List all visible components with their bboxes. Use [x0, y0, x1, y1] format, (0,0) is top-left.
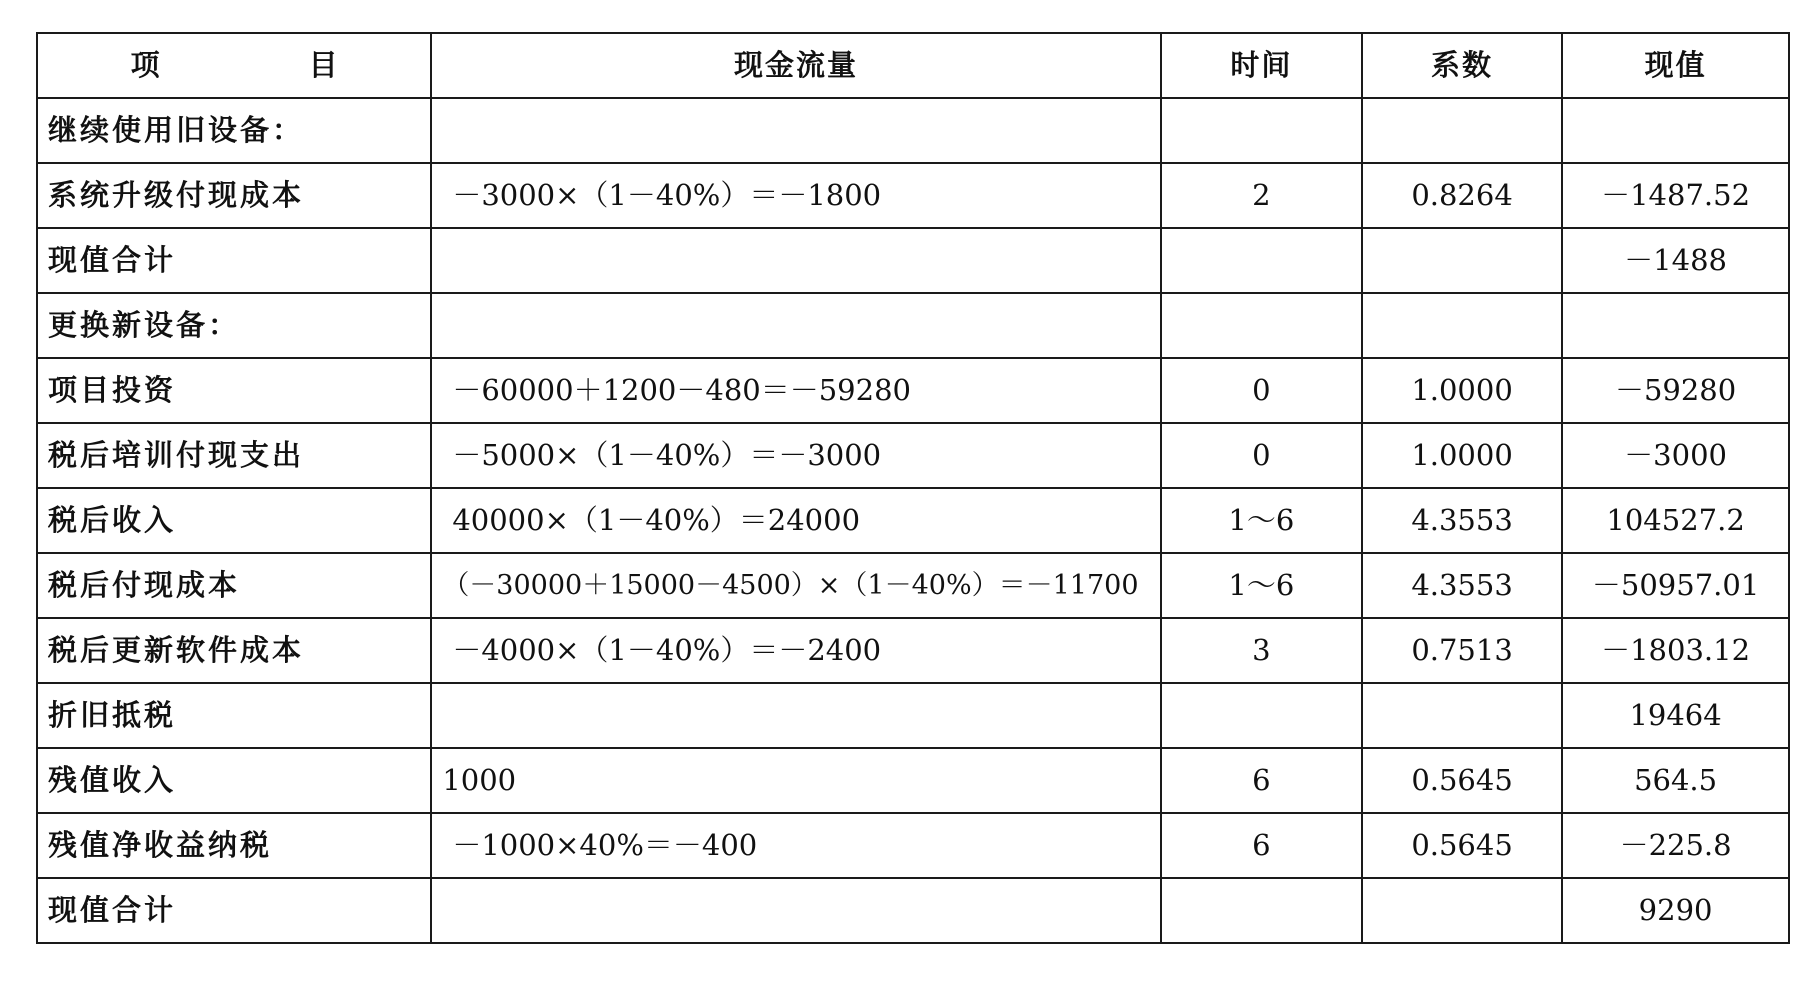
factor-cell — [1362, 878, 1562, 943]
table-row — [37, 878, 1789, 943]
factor-cell: 0.7513 — [1362, 618, 1562, 683]
table-row — [37, 228, 1789, 293]
header-factor: 系数 — [1362, 33, 1562, 98]
item-cell: 继续使用旧设备： — [37, 98, 431, 163]
cash-flow-cell: 1000 — [431, 748, 1160, 813]
time-cell: 1～6 — [1161, 553, 1362, 618]
time-cell: 1～6 — [1161, 488, 1362, 553]
table-row — [37, 163, 1789, 228]
header-cash-flow: 现金流量 — [431, 33, 1160, 98]
table-row — [37, 813, 1789, 878]
cash-flow-cell — [431, 228, 1160, 293]
factor-cell: 0.5645 — [1362, 813, 1562, 878]
cash-flow-cell: －1000×40%＝－400 — [431, 813, 1160, 878]
time-cell: 6 — [1161, 748, 1362, 813]
time-cell: 6 — [1161, 813, 1362, 878]
item-cell: 现值合计 — [37, 228, 431, 293]
item-cell: 税后付现成本 — [37, 553, 431, 618]
present-value-cell: 104527.2 — [1562, 488, 1789, 553]
table-row — [37, 488, 1789, 553]
present-value-cell: －225.8 — [1562, 813, 1789, 878]
item-cell: 残值收入 — [37, 748, 431, 813]
factor-cell — [1362, 293, 1562, 358]
factor-cell: 4.3553 — [1362, 553, 1562, 618]
cash-flow-cell — [431, 878, 1160, 943]
table-row — [37, 553, 1789, 618]
present-value-cell: －1488 — [1562, 228, 1789, 293]
cash-flow-cell: －3000×（1－40%）＝－1800 — [431, 163, 1160, 228]
header-row — [37, 33, 1789, 98]
time-cell: 0 — [1161, 358, 1362, 423]
cash-flow-cell — [431, 98, 1160, 163]
present-value-cell — [1562, 293, 1789, 358]
header-item: 项 目 — [37, 33, 431, 98]
time-cell: 0 — [1161, 423, 1362, 488]
table-row — [37, 748, 1789, 813]
item-cell: 税后更新软件成本 — [37, 618, 431, 683]
time-cell — [1161, 98, 1362, 163]
factor-cell — [1362, 98, 1562, 163]
present-value-cell: －1803.12 — [1562, 618, 1789, 683]
item-cell: 税后收入 — [37, 488, 431, 553]
present-value-cell: 564.5 — [1562, 748, 1789, 813]
cash-flow-cell: （－30000＋15000－4500）×（1－40%）＝－11700 — [431, 553, 1160, 618]
cash-flow-cell: 40000×（1－40%）＝24000 — [431, 488, 1160, 553]
factor-cell: 1.0000 — [1362, 423, 1562, 488]
present-value-cell: 19464 — [1562, 683, 1789, 748]
cash-flow-cell — [431, 293, 1160, 358]
table-row — [37, 618, 1789, 683]
present-value-cell — [1562, 98, 1789, 163]
table-row — [37, 293, 1789, 358]
table-row — [37, 423, 1789, 488]
factor-cell — [1362, 683, 1562, 748]
item-cell: 残值净收益纳税 — [37, 813, 431, 878]
cash-flow-cell: －4000×（1－40%）＝－2400 — [431, 618, 1160, 683]
time-cell: 3 — [1161, 618, 1362, 683]
table-row — [37, 358, 1789, 423]
item-cell: 项目投资 — [37, 358, 431, 423]
cash-flow-table — [36, 32, 1790, 944]
header-present-value: 现值 — [1562, 33, 1789, 98]
cash-flow-cell: －60000＋1200－480＝－59280 — [431, 358, 1160, 423]
item-cell: 税后培训付现支出 — [37, 423, 431, 488]
cash-flow-cell — [431, 683, 1160, 748]
present-value-cell: －59280 — [1562, 358, 1789, 423]
item-cell: 现值合计 — [37, 878, 431, 943]
item-cell: 折旧抵税 — [37, 683, 431, 748]
present-value-cell: －50957.01 — [1562, 553, 1789, 618]
item-cell: 系统升级付现成本 — [37, 163, 431, 228]
factor-cell: 1.0000 — [1362, 358, 1562, 423]
time-cell — [1161, 878, 1362, 943]
cash-flow-cell: －5000×（1－40%）＝－3000 — [431, 423, 1160, 488]
present-value-cell: 9290 — [1562, 878, 1789, 943]
present-value-cell: －1487.52 — [1562, 163, 1789, 228]
time-cell: 2 — [1161, 163, 1362, 228]
table-row — [37, 98, 1789, 163]
time-cell — [1161, 228, 1362, 293]
header-time: 时间 — [1161, 33, 1362, 98]
factor-cell: 4.3553 — [1362, 488, 1562, 553]
time-cell — [1161, 683, 1362, 748]
item-cell: 更换新设备： — [37, 293, 431, 358]
factor-cell: 0.8264 — [1362, 163, 1562, 228]
table-row — [37, 683, 1789, 748]
factor-cell: 0.5645 — [1362, 748, 1562, 813]
present-value-cell: －3000 — [1562, 423, 1789, 488]
time-cell — [1161, 293, 1362, 358]
factor-cell — [1362, 228, 1562, 293]
